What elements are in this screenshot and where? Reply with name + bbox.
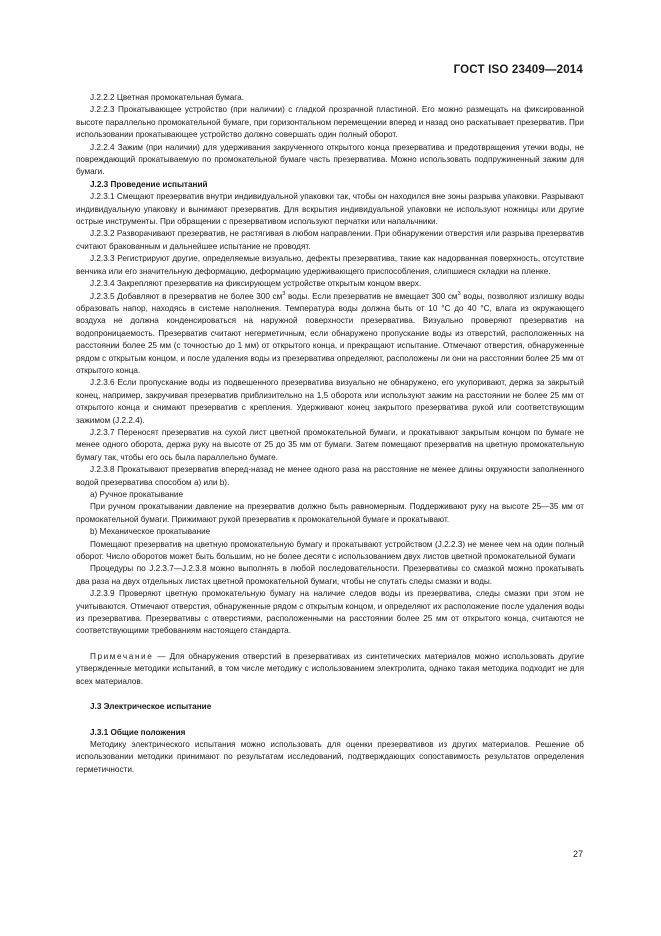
note-label: Примечание <box>90 651 154 661</box>
clause-j-2-2-2: J.2.2.2 Цветная промокательная бумага. <box>90 93 244 102</box>
clause-j-2-3-7: J.2.3.7 Переносят презерватив на сухой лист цветной промокательной бумаги, и прокатывают закрытым концом по бумаге не менее одного оборота, держа руку на высоте от 25 до 35 мм от бумаги. Затем помещают презерватив на цветную промокательную бумагу так, чтобы его ось была параллельно бумаге. <box>76 427 584 462</box>
clause-j-2-3-5-part3: воды, позволяют излишку воды образовать напор, находясь в системе наполнения. Температура воды должна быть от 10 °С до 40 °С, влага из окружающего воздуха не должна конденсироваться на наружной поверхности презерватива. Визуально проверяют презерватив на водопроницаемость. Презерватив считают негерметичным, если обнаружено пропускание воды из отверстий, расположенных на расстоянии более 25 мм (с точностью до 1 мм) от открытого конца, и прекращают испытание. Отмечают отверстия, обнаруженные рядом с открытым концом, и после удаления воды из презерватива определяют, расположены ли они на расстоянии более 25 мм от открытого конца. <box>76 291 584 375</box>
clause-j-2-3-4: J.2.3.4 Закрепляют презерватив на фиксирующем устройстве открытым концом вверх. <box>90 279 422 289</box>
heading-j-3: J.3 Электрическое испытание <box>90 702 212 712</box>
option-a-text: При ручном прокатывании давление на презерватив должно быть равномерным. Поддерживают руку на высоте 25—35 мм от промокательной бумаги. Прижимают рукой презерватив к промокательной бумаге и прокатывают. <box>76 502 584 524</box>
heading-j-2-3: J.2.3 Проведение испытаний <box>90 179 208 189</box>
clause-j-2-3-5-part1: J.2.3.5 Добавляют в презерватив не более 300 см <box>90 291 283 301</box>
heading-j-3-1: J.3.1 Общие положения <box>90 727 186 737</box>
option-a-heading: a) Ручное прокатывание <box>90 490 184 499</box>
clause-j-2-2-4: J.2.2.4 Зажим (при наличии) для удерживания закрученного открытого конца презерватива и предотвращения утечки воды, не повреждающий прокатываемую по промокательной бумаге часть презерватива. Можно использовать подпружиненный зажим для бумаги. <box>76 142 584 177</box>
superscript-3: 3 <box>282 290 286 297</box>
option-b-text: Помещают презерватив на цветную промокательную бумагу и прокатывают устройством (J.2.2.3) не менее чем на один полный оборот. Число оборотов может быть большим, но не более десяти с использованием двух листов цветной промокательной бумаги <box>76 539 584 562</box>
note-text: — Для обнаружения отверстий в презервативах из синтетических материалов можно использовать другие утвержденные методики испытаний, в том числе методику с использованием электролита, однако такая методика подходит не для всех материалов. <box>76 651 584 686</box>
clause-j-3-1-text: Методику электрического испытания можно использовать для оценки презервативов из других материалов. Решение об использовании методики принимают по результатам исследований, подтверждающих сопоставимость результатов определения герметичности. <box>76 739 584 774</box>
page-number: 27 <box>572 849 583 859</box>
clause-j-2-2-3: J.2.2.3 Прокатывающее устройство (при наличии) с гладкой прозрачной пластиной. Его можно размещать на фиксированной высоте параллельно промокательной бумаге, при горизонтальном перемещении вперед и назад оно раскатывает презерватив. При использовании прокатывающее устройство должно совершать один полный оборот. <box>76 105 584 140</box>
page-body <box>76 92 584 776</box>
clause-j-2-3-5-part2: воды. Если презерватив не вмещает 300 см <box>285 291 458 301</box>
clause-j-2-3-1: J.2.3.1 Смещают презерватив внутри индивидуальной упаковки так, чтобы он находился вне зоны разрыва упаковки. Разрывают индивидуальную упаковку и вынимают презерватив. Для вскрытия индивидуальной упаковки не используют ножницы или другие острые инструменты. При обращении с презервативом используют перчатки или напальчники. <box>76 192 584 227</box>
document-id: ГОСТ ISO 23409—2014 <box>453 64 583 76</box>
clause-j-2-3-6: J.2.3.6 Если пропускание воды из подвешенного презерватива визуально не обнаружено, его укупоривают, держа за закрытый конец, например, закручивая презерватив приблизительно на 1,5 оборота или используют зажим на расстоянии не более 25 мм от открытого конца и снимают презерватив с крепления. Удерживают конец закрытого презерватива рукой или соответствующим зажимом (J.2.2.4). <box>76 378 584 425</box>
procedure-order-text: Процедуры по J.2.3.7—J.2.3.8 можно выполнять в любой последовательности. Презервативы со смазкой можно прокатывать два раза на двух отдельных листах цветной промокательной бумаги, чтобы не спутать следы смазки и воды. <box>76 564 584 586</box>
clause-j-2-3-2: J.2.3.2 Разворачивают презерватив, не растягивая в любом направлении. При обнаружении отверстия или разрыва презерватив считают бракованным и дальнейшее испытание не проводят. <box>76 229 584 251</box>
clause-j-2-3-8: J.2.3.8 Прокатывают презерватив вперед-назад не менее одного раза на расстояние не менее длины окружности заполненного водой презерватива способом a) или b). <box>76 465 584 487</box>
superscript-3: 3 <box>457 290 461 297</box>
note <box>76 651 584 688</box>
clause-j-2-3-5 <box>76 291 584 378</box>
option-b-heading: b) Механическое прокатывание <box>90 527 211 537</box>
clause-j-2-3-3: J.2.3.3 Регистрируют другие, определяемые визуально, дефекты презерватива, такие как надорванная поверхность, отсутствие венчика или его значительную деформацию, деформацию удерживающего приспособления, слипшиеся складки на пленке. <box>76 254 584 276</box>
clause-j-2-3-9: J.2.3.9 Проверяют цветную промокательную бумагу на наличие следов воды из презерватива, следы смазки при этом не учитываются. Отмечают отверстия, обнаруженные рядом с открытым концом, и определяют их расположение после удаления воды из презерватива. Презервативы с отверстиями, расположенными на расстоянии более 25 мм от открытого конца, считаются не соответствующими требованиям настоящего стандарта. <box>76 589 584 636</box>
